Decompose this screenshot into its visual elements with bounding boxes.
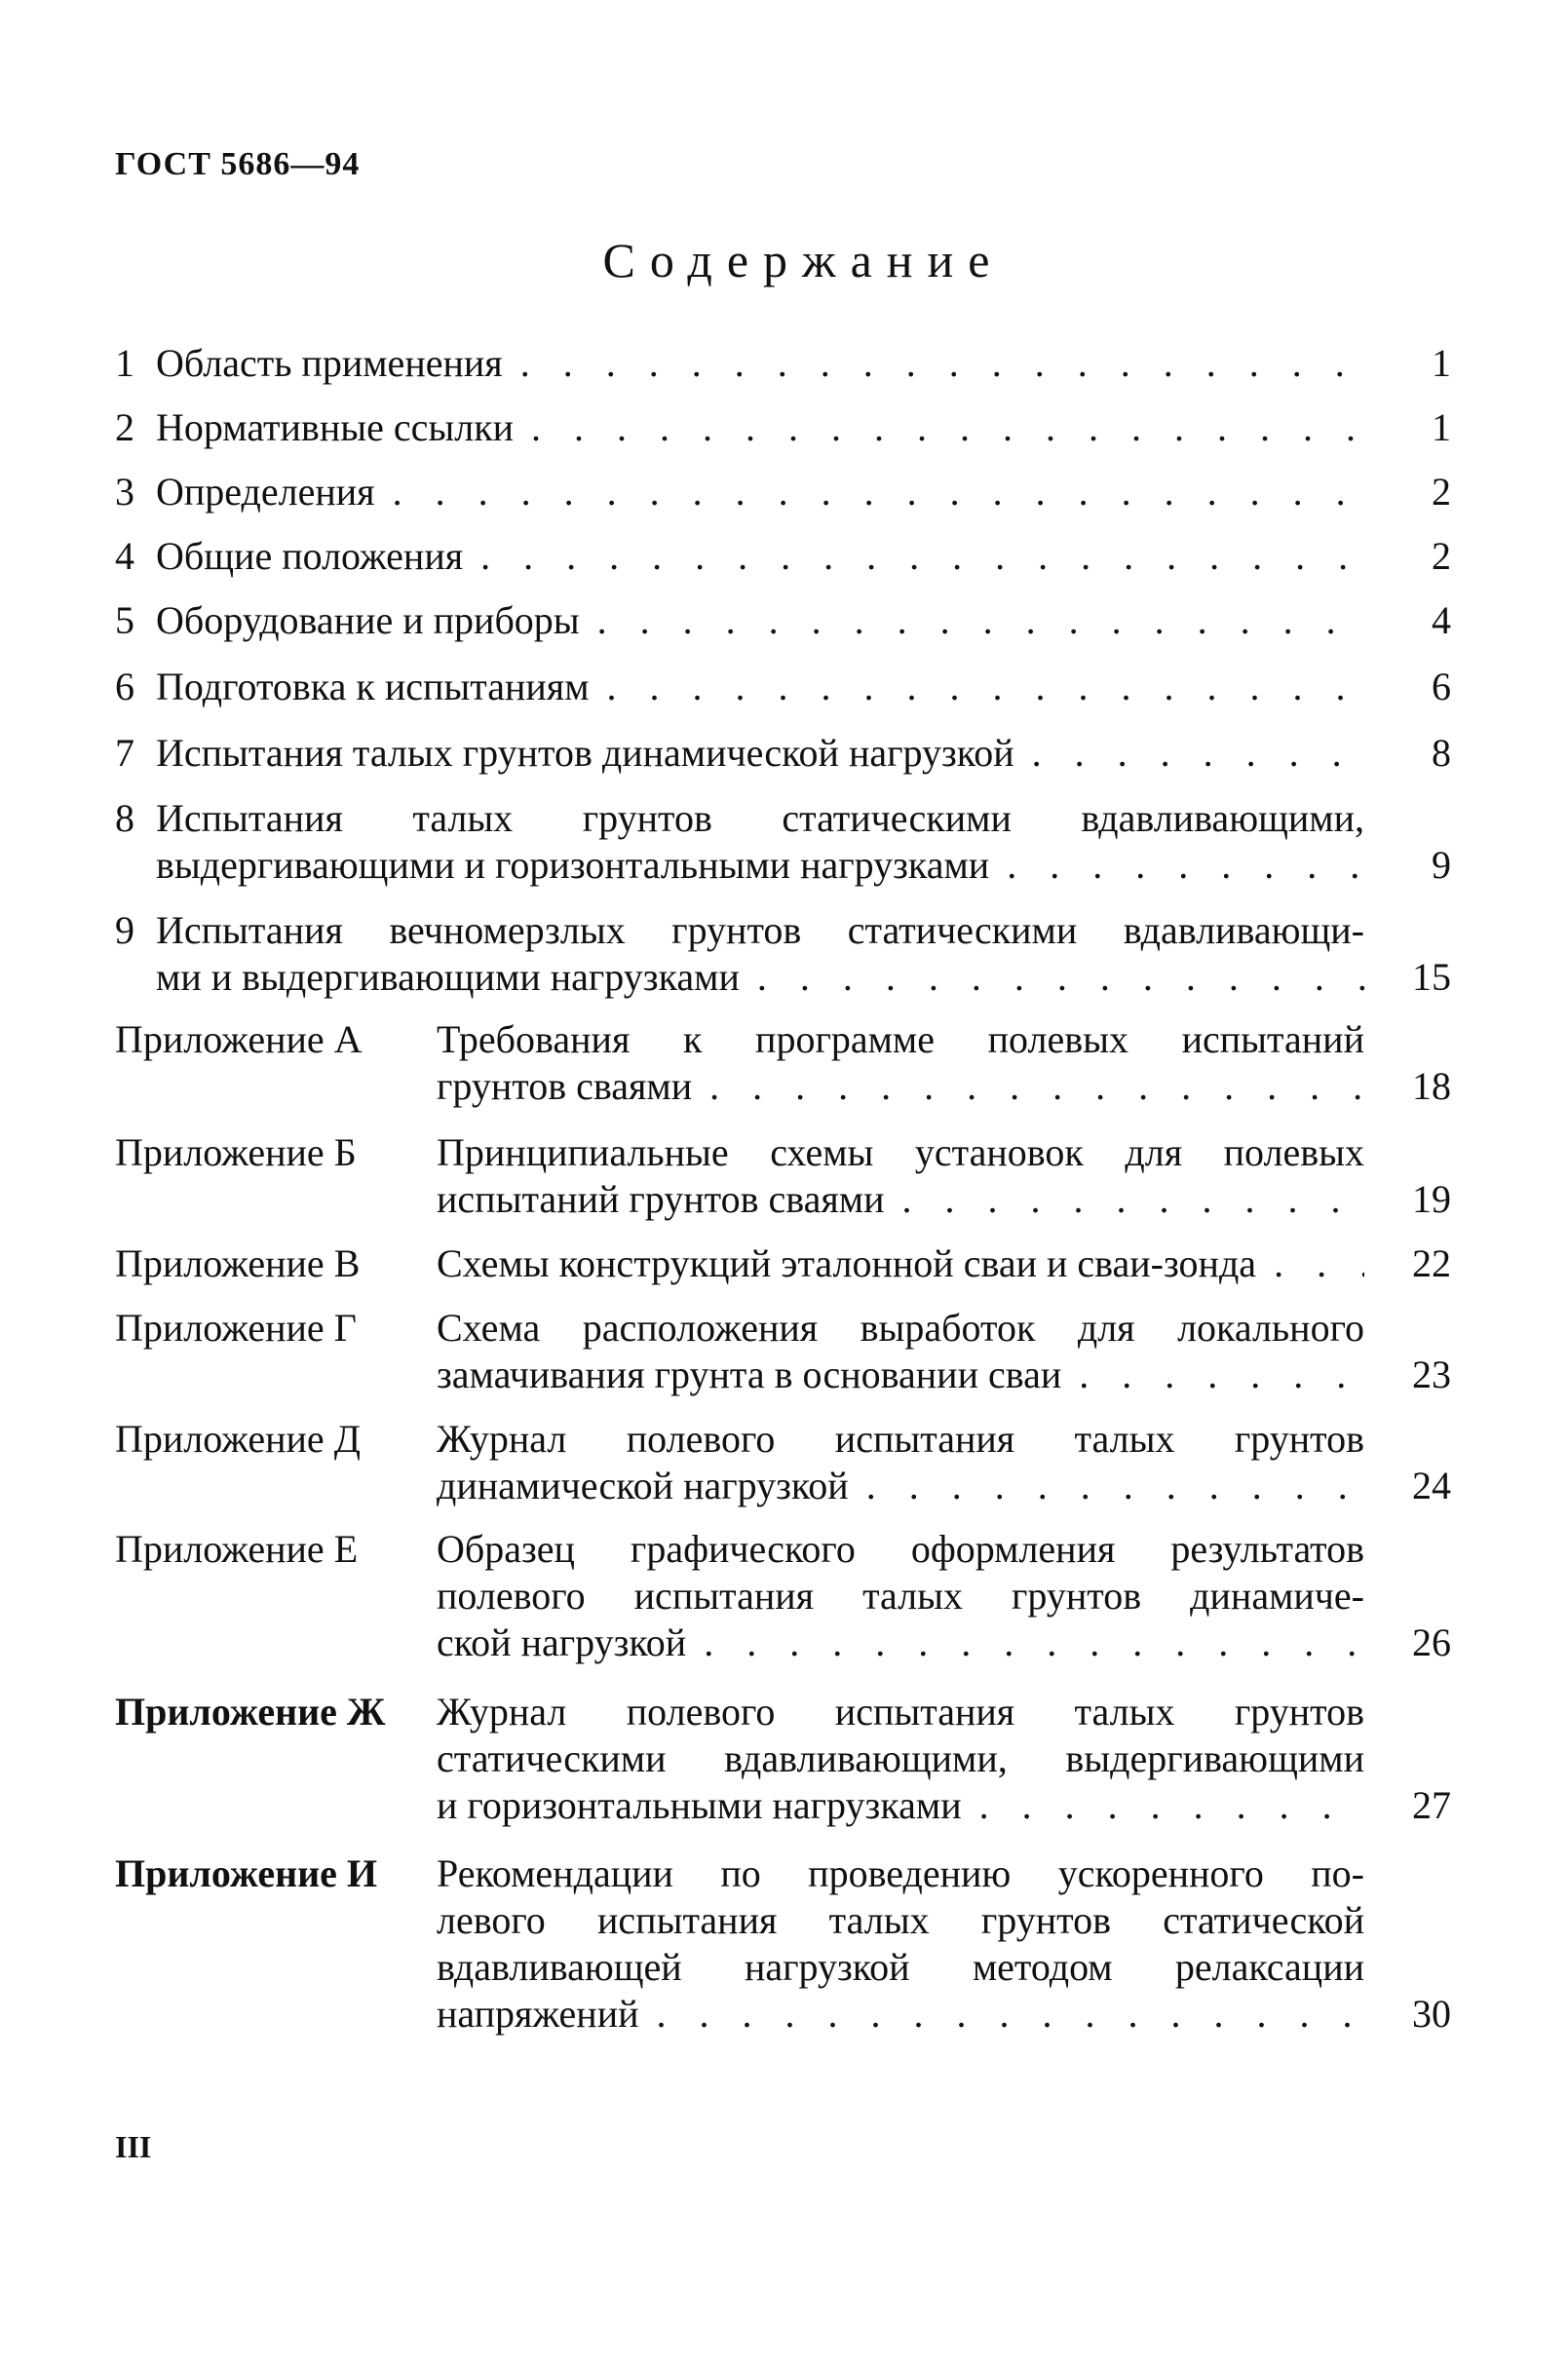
- dot-leader: [704, 1619, 1364, 1667]
- toc-line: [156, 532, 1364, 581]
- toc-entry-text: Журнал полевого испытания талых грунтов: [437, 1690, 1364, 1734]
- appendix-label: Приложение Д: [115, 1417, 361, 1461]
- dot-leader: [520, 339, 1364, 388]
- toc-line: [156, 339, 1364, 388]
- toc-entry-text: ской нагрузкой: [437, 1620, 687, 1664]
- toc-page-number: 8: [1432, 731, 1451, 775]
- toc-line: [437, 1062, 1364, 1111]
- dot-leader: [1274, 1239, 1364, 1288]
- toc-section-number: 6: [115, 665, 134, 708]
- toc-section-number: 4: [115, 534, 134, 578]
- appendix-label: Приложение Е: [115, 1527, 359, 1571]
- toc-entry-text: Общие положения: [156, 534, 464, 578]
- toc-entry-text: динамической нагрузкой: [437, 1464, 849, 1507]
- toc-entry-text: замачивания грунта в основании сваи: [437, 1353, 1062, 1396]
- document-code: ГОСТ 5686—94: [115, 146, 361, 182]
- toc-page-number: 22: [1412, 1241, 1451, 1285]
- toc-line: [437, 1239, 1364, 1288]
- page-title: Содержание: [602, 233, 1005, 287]
- toc-entry-text: ми и выдергивающими нагрузками: [156, 955, 740, 999]
- toc-entry-text: Испытания талых грунтов динамической нагрузкой: [156, 731, 1014, 775]
- toc-entry-text: грунтов сваями: [437, 1064, 693, 1108]
- toc-line: [437, 1175, 1364, 1224]
- toc-line: [437, 1619, 1364, 1667]
- toc-line: [437, 1990, 1364, 2039]
- toc-entry-text: Подготовка к испытаниям: [156, 665, 590, 708]
- dot-leader: [657, 1990, 1364, 2039]
- dot-leader: [597, 596, 1364, 645]
- toc-entry-text: Принципиальные схемы установок для полевых: [437, 1130, 1364, 1174]
- toc-section-number: 2: [115, 405, 134, 449]
- appendix-label: Приложение Ж: [115, 1690, 386, 1734]
- dot-leader: [480, 532, 1364, 581]
- toc-entry-text: Оборудование и приборы: [156, 598, 580, 642]
- toc-entry-text: Нормативные ссылки: [156, 405, 515, 449]
- toc-entry-text: напряжений: [437, 1992, 639, 2036]
- toc-page-number: 9: [1432, 843, 1451, 887]
- toc-section-number: 3: [115, 470, 134, 514]
- toc-line: [156, 953, 1364, 1002]
- toc-page-number: 30: [1412, 1992, 1451, 2036]
- toc-line: [437, 1462, 1364, 1510]
- dot-leader: [1032, 729, 1364, 778]
- toc-page-number: 19: [1412, 1177, 1451, 1221]
- toc-page-number: 2: [1432, 470, 1451, 514]
- appendix-label: Приложение Г: [115, 1306, 357, 1350]
- toc-entry-text: статическими вдавливающими, выдергивающими: [437, 1736, 1364, 1780]
- toc-section-number: 7: [115, 731, 134, 775]
- page-number: III: [115, 2129, 152, 2164]
- toc-entry-text: Схемы конструкций эталонной сваи и сваи-зонда: [437, 1241, 1257, 1285]
- toc-page-number: 6: [1432, 665, 1451, 708]
- toc-page-number: 26: [1412, 1620, 1451, 1664]
- toc-page-number: 1: [1432, 405, 1451, 449]
- appendix-label: Приложение Б: [115, 1130, 357, 1174]
- toc-line: [156, 403, 1364, 452]
- toc-line: [156, 729, 1364, 778]
- dot-leader: [866, 1462, 1364, 1510]
- dot-leader: [1007, 841, 1364, 890]
- toc-entry-text: испытаний грунтов сваями: [437, 1177, 885, 1221]
- toc-line: [156, 596, 1364, 645]
- toc-entry-text: полевого испытания талых грунтов динамиче-: [437, 1574, 1364, 1618]
- toc-page-number: 15: [1412, 955, 1451, 999]
- appendix-label: Приложение И: [115, 1851, 378, 1895]
- toc-entry-text: Рекомендации по проведению ускоренного по-: [437, 1851, 1364, 1895]
- toc-section-number: 1: [115, 341, 134, 385]
- dot-leader: [1079, 1351, 1364, 1399]
- toc-entry-text: Схема расположения выработок для локального: [437, 1306, 1364, 1350]
- dot-leader: [902, 1175, 1365, 1224]
- toc-line: [156, 841, 1364, 890]
- toc-page-number: 24: [1412, 1464, 1451, 1507]
- toc-line: [437, 1351, 1364, 1399]
- toc-page-number: 2: [1432, 534, 1451, 578]
- toc-section-number: 5: [115, 598, 134, 642]
- toc-entry-text: и горизонтальными нагрузками: [437, 1783, 962, 1827]
- toc-entry-text: Образец графического оформления результатов: [437, 1527, 1364, 1571]
- toc-entry-text: левого испытания талых грунтов статической: [437, 1898, 1364, 1942]
- dot-leader: [393, 468, 1364, 516]
- toc-line: [156, 468, 1364, 516]
- dot-leader: [607, 663, 1364, 711]
- toc-entry-text: Журнал полевого испытания талых грунтов: [437, 1417, 1364, 1461]
- dot-leader: [531, 403, 1364, 452]
- toc-page-number: 1: [1432, 341, 1451, 385]
- toc-entry-text: выдергивающими и горизонтальными нагрузками: [156, 843, 990, 887]
- toc-line: [156, 663, 1364, 711]
- toc-entry-text: Требования к программе полевых испытаний: [437, 1017, 1364, 1061]
- toc-page-number: 18: [1412, 1064, 1451, 1108]
- toc-page-number: 27: [1412, 1783, 1451, 1827]
- toc-page-number: 23: [1412, 1353, 1451, 1396]
- appendix-label: Приложение А: [115, 1017, 363, 1061]
- dot-leader: [979, 1781, 1364, 1830]
- appendix-label: Приложение В: [115, 1241, 361, 1285]
- dot-leader: [757, 953, 1364, 1002]
- toc-entry-text: Определения: [156, 470, 375, 514]
- toc-entry-text: вдавливающей нагрузкой методом релаксации: [437, 1945, 1364, 1989]
- toc-entry-text: Испытания талых грунтов статическими вдавливающими,: [156, 796, 1364, 840]
- toc-section-number: 9: [115, 908, 134, 952]
- toc-section-number: 8: [115, 796, 134, 840]
- toc-page-number: 4: [1432, 598, 1451, 642]
- dot-leader: [709, 1062, 1364, 1111]
- toc-line: [437, 1781, 1364, 1830]
- toc-entry-text: Область применения: [156, 341, 503, 385]
- toc-entry-text: Испытания вечномерзлых грунтов статическими вдавливающи-: [156, 908, 1364, 952]
